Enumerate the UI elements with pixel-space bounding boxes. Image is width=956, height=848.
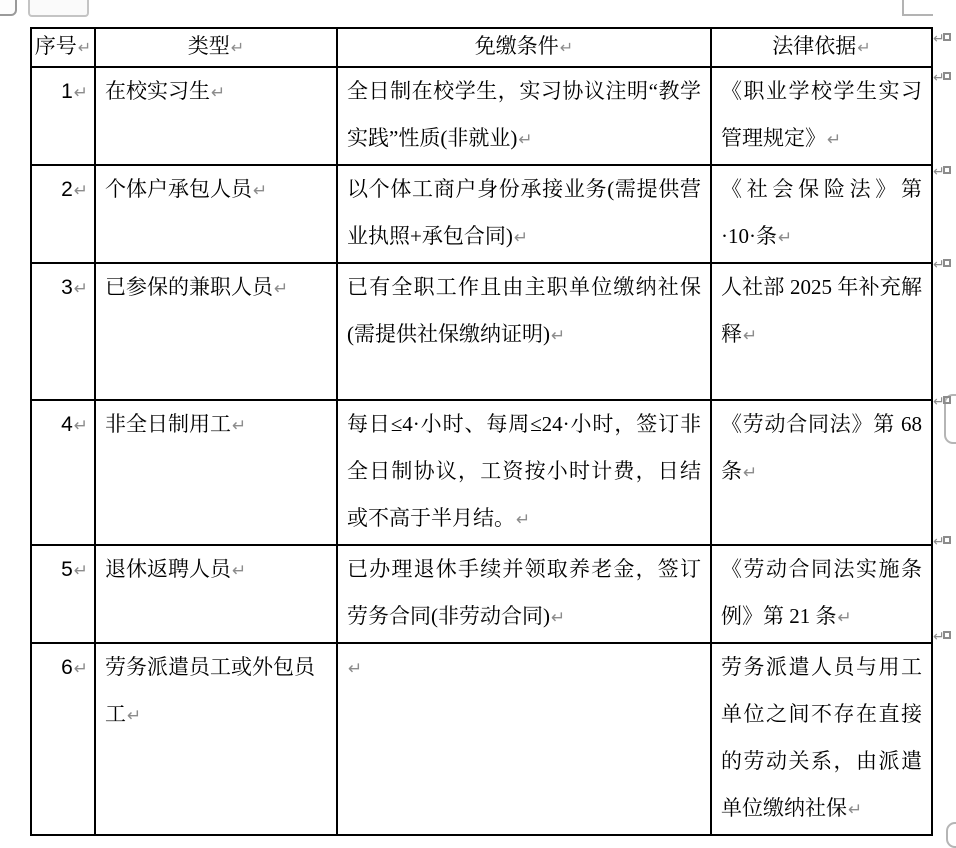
row-number: 5	[61, 558, 73, 581]
paragraph-mark-icon: ↵	[232, 416, 247, 436]
condition-text: 已有全职工作且由主职单位缴纳社保(需提供社保缴纳证明)	[347, 275, 701, 346]
table-row	[31, 165, 932, 263]
table-row	[31, 545, 932, 643]
paragraph-mark-icon: ↵	[253, 181, 268, 201]
row-number: 6	[61, 656, 73, 679]
top-left-corner-button[interactable]	[0, 0, 17, 16]
cell-condition[interactable]	[337, 165, 711, 263]
row-end-mark-icon: ↵	[934, 396, 951, 413]
cell-type[interactable]	[95, 67, 337, 165]
header-label: 法律依据	[772, 34, 857, 58]
paragraph-mark-icon: ↵	[348, 659, 363, 679]
paragraph-mark-icon: ↵	[551, 326, 566, 346]
legal-text: 《社会保险法》第·10·条	[721, 177, 922, 248]
cell-condition[interactable]	[337, 643, 711, 835]
row-end-mark-icon: ↵	[934, 166, 951, 183]
paragraph-mark-icon: ↵	[518, 130, 533, 150]
condition-text: 全日制在校学生，实习协议注明“教学实践”性质(非就业)	[347, 79, 701, 150]
header-cell-condition[interactable]	[337, 28, 711, 67]
row-number: 3	[61, 276, 73, 299]
type-text: 个体户承包人员	[105, 177, 252, 201]
cell-type[interactable]	[95, 165, 337, 263]
paragraph-mark-icon: ↵	[73, 416, 88, 436]
legal-text: 《劳动合同法实施条例》第 21 条	[721, 557, 922, 628]
paragraph-mark-icon: ↵	[837, 608, 852, 628]
paragraph-mark-icon: ↵	[73, 561, 88, 581]
cell-number[interactable]	[31, 263, 95, 400]
cell-legal[interactable]	[711, 165, 932, 263]
paragraph-mark-icon: ↵	[559, 38, 574, 57]
paragraph-mark-icon: ↵	[848, 800, 863, 820]
cell-legal[interactable]	[711, 545, 932, 643]
text-boundary-crop-mark-vertical	[902, 0, 904, 15]
legal-text: 劳务派遣人员与用工单位之间不存在直接的劳动关系，由派遣单位缴纳社保	[721, 655, 922, 820]
legal-text: 《职业学校学生实习管理规定》	[721, 79, 922, 150]
cell-condition[interactable]	[337, 400, 711, 545]
paragraph-mark-icon: ↵	[127, 706, 142, 726]
cell-number[interactable]	[31, 165, 95, 263]
cell-number[interactable]	[31, 400, 95, 545]
header-cell-type[interactable]	[95, 28, 337, 67]
header-cell-number[interactable]	[31, 28, 95, 67]
paragraph-mark-icon: ↵	[77, 38, 92, 57]
cell-legal[interactable]	[711, 643, 932, 835]
condition-text: 每日≤4·小时、每周≤24·小时，签订非全日制协议，工资按小时计费，日结或不高于半月结。	[347, 412, 701, 530]
bottom-right-corner-button[interactable]	[946, 822, 956, 848]
paragraph-mark-icon: ↵	[778, 228, 793, 248]
legal-text: 《劳动合同法》第 68 条	[721, 412, 922, 483]
paragraph-mark-icon: ↵	[827, 130, 842, 150]
cell-condition[interactable]	[337, 67, 711, 165]
paragraph-mark-icon: ↵	[516, 510, 531, 530]
paragraph-mark-icon: ↵	[513, 228, 529, 248]
header-label: 类型	[187, 34, 230, 58]
paragraph-mark-icon: ↵	[73, 279, 88, 299]
table-row	[31, 400, 932, 545]
cell-type[interactable]	[95, 400, 337, 545]
cell-legal[interactable]	[711, 67, 932, 165]
row-end-mark-icon: ↵	[934, 536, 951, 553]
paragraph-mark-icon: ↵	[73, 83, 88, 103]
cell-type[interactable]	[95, 545, 337, 643]
exemption-table	[30, 27, 933, 836]
type-text: 在校实习生	[105, 79, 210, 103]
legal-text: 人社部 2025 年补充解释	[721, 275, 922, 346]
row-number: 2	[61, 178, 73, 201]
header-cell-legal[interactable]	[711, 28, 932, 67]
cell-number[interactable]	[31, 67, 95, 165]
table-row	[31, 263, 932, 400]
table-row	[31, 67, 932, 165]
paragraph-mark-icon: ↵	[743, 326, 758, 346]
row-end-mark-icon: ↵	[934, 72, 951, 89]
paragraph-mark-icon: ↵	[73, 181, 88, 201]
row-number: 1	[61, 80, 73, 103]
row-number: 4	[61, 413, 73, 436]
paragraph-mark-icon: ↵	[274, 279, 289, 299]
paragraph-mark-icon: ↵	[73, 659, 88, 679]
table-row	[31, 643, 932, 835]
paragraph-mark-icon: ↵	[857, 38, 871, 57]
type-text: 非全日制用工	[105, 412, 231, 436]
cell-type[interactable]	[95, 263, 337, 400]
row-end-mark-icon: ↵	[934, 631, 951, 648]
cell-number[interactable]	[31, 643, 95, 835]
text-boundary-crop-mark-horizontal	[902, 14, 933, 16]
top-left-toolbar-fragment[interactable]	[28, 0, 89, 17]
paragraph-mark-icon: ↵	[551, 608, 566, 628]
cell-legal[interactable]	[711, 400, 932, 545]
type-text: 已参保的兼职人员	[105, 275, 273, 299]
header-label: 免缴条件	[474, 34, 559, 58]
cell-number[interactable]	[31, 545, 95, 643]
cell-condition[interactable]	[337, 263, 711, 400]
condition-text: 以个体工商户身份承接业务(需提供营业执照+承包合同)	[347, 177, 701, 248]
cell-type[interactable]	[95, 643, 337, 835]
condition-text: 已办理退休手续并领取养老金，签订劳务合同(非劳动合同)	[347, 557, 701, 628]
type-text: 劳务派遣员工或外包员工	[105, 655, 315, 726]
type-text: 退休返聘人员	[105, 557, 231, 581]
paragraph-mark-icon: ↵	[211, 83, 226, 103]
cell-condition[interactable]	[337, 545, 711, 643]
cell-legal[interactable]	[711, 263, 932, 400]
paragraph-mark-icon: ↵	[743, 463, 758, 483]
paragraph-mark-icon: ↵	[232, 561, 247, 581]
header-row	[31, 28, 932, 67]
paragraph-mark-icon: ↵	[230, 38, 245, 57]
header-label: 序号	[34, 34, 77, 58]
row-end-mark-icon: ↵	[934, 259, 951, 276]
row-end-mark-icon: ↵	[934, 33, 951, 50]
